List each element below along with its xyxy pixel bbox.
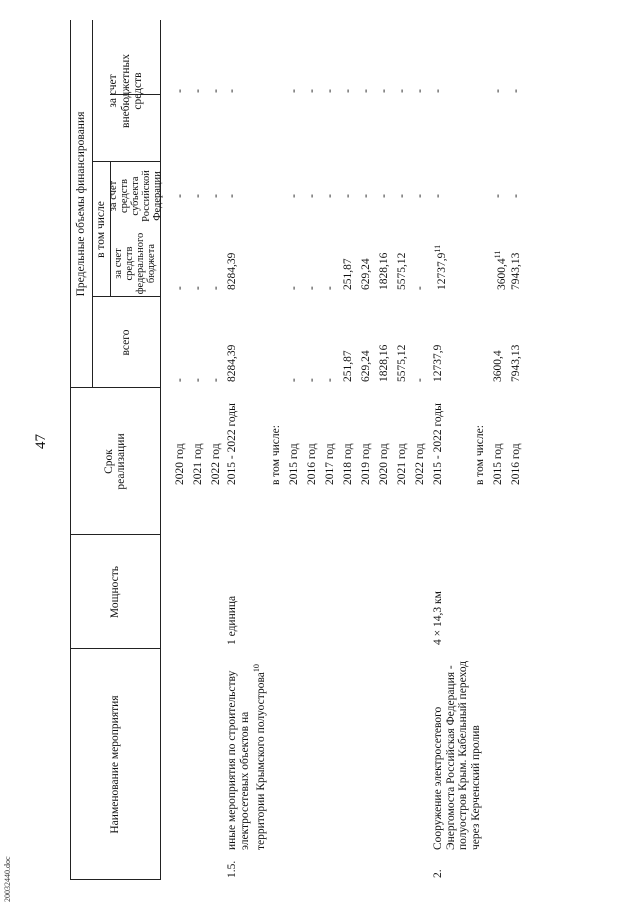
row-total: - bbox=[324, 378, 336, 382]
row-regional: - bbox=[306, 194, 318, 198]
header-federal: за счет средств федерального бюджета bbox=[113, 232, 157, 295]
row-regional: - bbox=[360, 194, 372, 198]
row-federal: - bbox=[174, 286, 186, 290]
row-total: - bbox=[288, 378, 300, 382]
row-federal: - bbox=[324, 286, 336, 290]
row-capacity: 4 × 14,3 км bbox=[432, 591, 444, 645]
row-number: 2. bbox=[432, 869, 444, 878]
row-period: 2022 год bbox=[210, 443, 222, 485]
row-period: 2016 год bbox=[306, 443, 318, 485]
row-extra-budget: - bbox=[306, 89, 318, 93]
row-regional: - bbox=[432, 194, 444, 198]
row-extra-budget: - bbox=[360, 89, 372, 93]
row-period: 2021 год bbox=[396, 443, 408, 485]
header-name: Наименование мероприятия bbox=[108, 695, 121, 834]
row-regional: - bbox=[210, 194, 222, 198]
row-extra-budget: - bbox=[324, 89, 336, 93]
row-regional: - bbox=[174, 194, 186, 198]
row-period: 2020 год bbox=[174, 443, 186, 485]
row-extra-budget: - bbox=[510, 89, 522, 93]
row-name: Сооружение электросетевого Энергомоста Российская Федерация - полуостров Крым. Кабельный переход через Керченский пролив bbox=[432, 660, 482, 850]
row-number: 1.5. bbox=[226, 860, 238, 878]
row-extra-budget: - bbox=[432, 89, 444, 93]
row-extra-budget: - bbox=[492, 89, 504, 93]
row-regional: - bbox=[396, 194, 408, 198]
row-total: 8284,39 bbox=[226, 344, 238, 382]
row-federal: 8284,39 bbox=[226, 252, 238, 290]
page-number: 47 bbox=[33, 434, 49, 449]
row-total: 629,24 bbox=[360, 350, 372, 382]
header-funding-group: Предельные объемы финансирования bbox=[74, 111, 87, 297]
row-regional: - bbox=[324, 194, 336, 198]
row-period: 2015 год bbox=[288, 443, 300, 485]
row-federal: 5575,12 bbox=[396, 252, 408, 290]
row-period: 2020 год bbox=[378, 443, 390, 485]
header-capacity: Мощность bbox=[108, 565, 121, 619]
row-period: 2022 год bbox=[414, 443, 426, 485]
row-period: 2021 год bbox=[192, 443, 204, 485]
row-extra-budget: - bbox=[210, 89, 222, 93]
row-extra-budget: - bbox=[396, 89, 408, 93]
row-period: 2015 - 2022 годы bbox=[432, 403, 444, 485]
row-name-footnote-mark: 10 bbox=[252, 664, 261, 673]
header-regional: за счет средств субъекта Российской Федерации bbox=[107, 170, 163, 222]
row-extra-budget: - bbox=[378, 89, 390, 93]
row-federal-footnote-mark: 11 bbox=[493, 250, 502, 259]
row-federal: - bbox=[192, 286, 204, 290]
row-regional: - bbox=[288, 194, 300, 198]
row-regional: - bbox=[342, 194, 354, 198]
row-total: - bbox=[210, 378, 222, 382]
row-capacity: 1 единица bbox=[226, 595, 238, 645]
financing-table bbox=[70, 20, 595, 880]
row-extra-budget: - bbox=[192, 89, 204, 93]
row-extra-budget: - bbox=[226, 89, 238, 93]
row-regional: - bbox=[510, 194, 522, 198]
header-extra-budget: за счет внебюджетных средств bbox=[107, 54, 145, 128]
row-extra-budget: - bbox=[414, 89, 426, 93]
row-period: 2015 год bbox=[492, 443, 504, 485]
row-period: в том числе: bbox=[474, 425, 486, 485]
row-total: 251,87 bbox=[342, 350, 354, 382]
row-total: 1828,16 bbox=[378, 344, 390, 382]
row-regional: - bbox=[192, 194, 204, 198]
row-federal: 251,87 bbox=[342, 258, 354, 290]
row-period: 2018 год bbox=[342, 443, 354, 485]
row-regional: - bbox=[378, 194, 390, 198]
row-period: 2015 - 2022 годы bbox=[226, 403, 238, 485]
header-period: Срок реализации bbox=[102, 433, 127, 490]
row-federal: - bbox=[288, 286, 300, 290]
row-regional: - bbox=[414, 194, 426, 198]
row-name: иные мероприятия по строительству электросетевых объектов на территории Крымского полуострова$^{10}$ bbox=[226, 664, 267, 850]
row-extra-budget: - bbox=[174, 89, 186, 93]
row-total: 5575,12 bbox=[396, 344, 408, 382]
row-federal: 12737,9$^{11}$ bbox=[433, 244, 448, 290]
row-extra-budget: - bbox=[288, 89, 300, 93]
row-federal: - bbox=[210, 286, 222, 290]
row-period: в том числе: bbox=[270, 425, 282, 485]
row-federal: 1828,16 bbox=[378, 252, 390, 290]
row-regional: - bbox=[492, 194, 504, 198]
row-period: 2016 год bbox=[510, 443, 522, 485]
row-total: 12737,9 bbox=[432, 344, 444, 382]
row-total: - bbox=[306, 378, 318, 382]
row-total: - bbox=[192, 378, 204, 382]
row-regional: - bbox=[226, 194, 238, 198]
row-total: 3600,4 bbox=[492, 350, 504, 382]
document-filename: 20032440.doc bbox=[3, 856, 12, 902]
row-federal: - bbox=[306, 286, 318, 290]
header-including: в том числе bbox=[94, 201, 107, 258]
row-federal: 629,24 bbox=[360, 258, 372, 290]
row-extra-budget: - bbox=[342, 89, 354, 93]
row-period: 2017 год bbox=[324, 443, 336, 485]
row-period: 2019 год bbox=[360, 443, 372, 485]
row-total: - bbox=[414, 378, 426, 382]
row-federal: 3600,4$^{11}$ bbox=[493, 250, 508, 290]
row-total: - bbox=[174, 378, 186, 382]
row-total: 7943,13 bbox=[510, 344, 522, 382]
header-total: всего bbox=[119, 329, 132, 356]
header-bottom-rule bbox=[160, 20, 161, 880]
row-federal: - bbox=[414, 286, 426, 290]
row-federal-footnote-mark: 11 bbox=[433, 244, 442, 253]
row-federal: 7943,13 bbox=[510, 252, 522, 290]
